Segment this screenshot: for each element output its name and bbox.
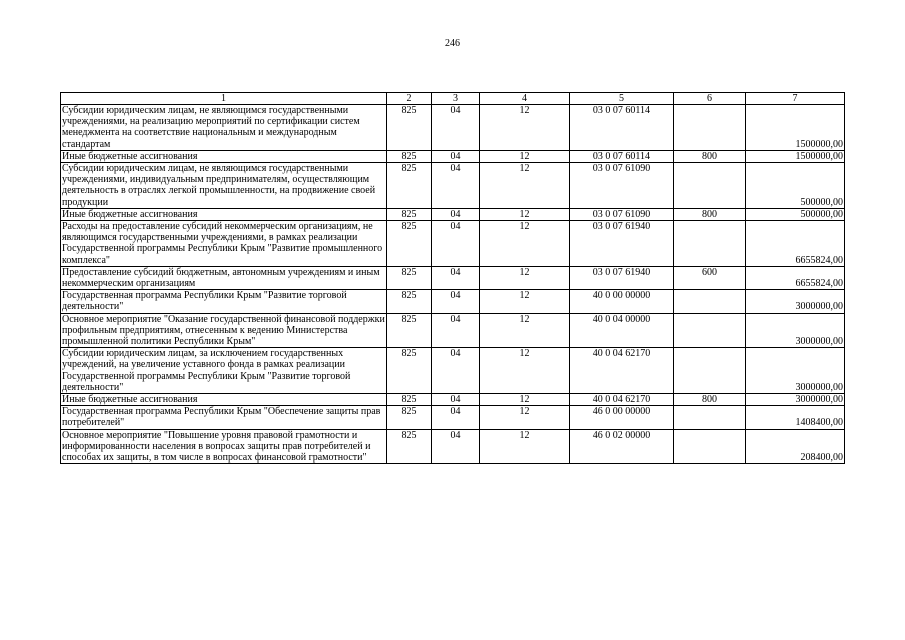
row-col-5: 03 0 07 61090 (570, 163, 674, 209)
row-col-5: 03 0 07 61940 (570, 266, 674, 289)
row-col-3: 04 (432, 208, 480, 220)
row-description: Иные бюджетные ассигнования (61, 394, 387, 406)
row-col-4: 12 (480, 429, 570, 464)
row-col-4: 12 (480, 290, 570, 313)
header-cell: 6 (674, 93, 746, 105)
row-amount: 1500000,00 (746, 150, 845, 162)
row-col-3: 04 (432, 221, 480, 267)
row-amount: 6655824,00 (746, 266, 845, 289)
row-col-2: 825 (387, 163, 432, 209)
page-number: 246 (445, 38, 460, 49)
row-col-6 (674, 163, 746, 209)
row-col-5: 03 0 07 61940 (570, 221, 674, 267)
row-col-2: 825 (387, 406, 432, 429)
row-amount: 1500000,00 (746, 105, 845, 151)
table-row (61, 290, 845, 313)
row-col-2: 825 (387, 266, 432, 289)
row-col-3: 04 (432, 290, 480, 313)
table-row (61, 208, 845, 220)
row-col-6 (674, 429, 746, 464)
row-col-4: 12 (480, 406, 570, 429)
row-col-6 (674, 406, 746, 429)
table-row (61, 429, 845, 464)
row-col-4: 12 (480, 163, 570, 209)
row-col-6: 800 (674, 394, 746, 406)
table-row (61, 105, 845, 151)
row-col-2: 825 (387, 290, 432, 313)
row-col-5: 40 0 00 00000 (570, 290, 674, 313)
row-description: Основное мероприятие "Повышение уровня правовой грамотности и информированности населения в вопросах защиты прав потребителей и способах их защиты, в том числе в вопросах финансовой грамотности" (61, 429, 387, 464)
row-col-6: 800 (674, 208, 746, 220)
row-col-4: 12 (480, 394, 570, 406)
row-col-2: 825 (387, 313, 432, 348)
header-cell: 2 (387, 93, 432, 105)
row-description: Субсидии юридическим лицам, не являющимся государственными учреждениями, на реализацию мероприятий по сертификации систем менеджмента на соответствие национальным и международным стандартам (61, 105, 387, 151)
row-col-3: 04 (432, 105, 480, 151)
row-amount: 3000000,00 (746, 394, 845, 406)
row-col-2: 825 (387, 394, 432, 406)
table-row (61, 394, 845, 406)
row-col-2: 825 (387, 208, 432, 220)
row-col-3: 04 (432, 150, 480, 162)
header-cell: 7 (746, 93, 845, 105)
header-cell: 1 (61, 93, 387, 105)
row-col-5: 03 0 07 61090 (570, 208, 674, 220)
budget-table (60, 92, 845, 464)
row-col-6: 800 (674, 150, 746, 162)
row-amount: 500000,00 (746, 208, 845, 220)
row-col-5: 46 0 02 00000 (570, 429, 674, 464)
row-col-6: 600 (674, 266, 746, 289)
row-amount: 208400,00 (746, 429, 845, 464)
row-col-6 (674, 290, 746, 313)
row-col-2: 825 (387, 105, 432, 151)
table-header-row (61, 93, 845, 105)
row-col-5: 40 0 04 62170 (570, 394, 674, 406)
row-col-6 (674, 105, 746, 151)
row-col-4: 12 (480, 313, 570, 348)
row-col-4: 12 (480, 150, 570, 162)
table-row (61, 266, 845, 289)
row-col-2: 825 (387, 221, 432, 267)
row-col-4: 12 (480, 221, 570, 267)
row-col-3: 04 (432, 163, 480, 209)
row-col-3: 04 (432, 348, 480, 394)
header-cell: 5 (570, 93, 674, 105)
table-row (61, 406, 845, 429)
row-description: Предоставление субсидий бюджетным, автономным учреждениям и иным некоммерческим организациям (61, 266, 387, 289)
row-col-3: 04 (432, 394, 480, 406)
table-row (61, 163, 845, 209)
row-description: Субсидии юридическим лицам, за исключением государственных учреждений, на увеличение уставного фонда в рамках реализации Государственной программы Республики Крым "Развитие торговой деятельности" (61, 348, 387, 394)
row-description: Иные бюджетные ассигнования (61, 208, 387, 220)
row-col-2: 825 (387, 150, 432, 162)
row-col-4: 12 (480, 208, 570, 220)
row-col-2: 825 (387, 348, 432, 394)
row-col-3: 04 (432, 266, 480, 289)
row-description: Государственная программа Республики Крым "Развитие торговой деятельности" (61, 290, 387, 313)
row-amount: 1408400,00 (746, 406, 845, 429)
row-col-5: 03 0 07 60114 (570, 150, 674, 162)
row-col-3: 04 (432, 406, 480, 429)
header-cell: 4 (480, 93, 570, 105)
row-col-6 (674, 221, 746, 267)
row-col-4: 12 (480, 105, 570, 151)
row-description: Государственная программа Республики Крым "Обеспечение защиты прав потребителей" (61, 406, 387, 429)
header-cell: 3 (432, 93, 480, 105)
row-col-4: 12 (480, 266, 570, 289)
row-description: Иные бюджетные ассигнования (61, 150, 387, 162)
row-col-6 (674, 313, 746, 348)
row-description: Основное мероприятие "Оказание государственной финансовой поддержки профильным предприятиям, отнесенным к ведению Министерства промышленной политики Республики Крым" (62, 313, 385, 348)
row-amount: 3000000,00 (746, 313, 845, 348)
row-description: Расходы на предоставление субсидий некоммерческим организациям, не являющимся государственными учреждениями, в рамках реализации Государственной программы Республики Крым "Развитие промышленного комплекса" (61, 221, 387, 267)
row-col-5: 46 0 00 00000 (570, 406, 674, 429)
row-amount: 3000000,00 (746, 290, 845, 313)
row-amount: 6655824,00 (746, 221, 845, 267)
row-col-5: 03 0 07 60114 (570, 105, 674, 151)
row-col-3: 04 (432, 313, 480, 348)
table-row (61, 348, 845, 394)
row-col-6 (674, 348, 746, 394)
row-col-5: 40 0 04 00000 (570, 313, 674, 348)
row-col-5: 40 0 04 62170 (570, 348, 674, 394)
table-row (61, 221, 845, 267)
table-row (61, 313, 845, 348)
row-col-2: 825 (387, 429, 432, 464)
row-col-4: 12 (480, 348, 570, 394)
table-row (61, 150, 845, 162)
row-description: Субсидии юридическим лицам, не являющимся государственными учреждениями, индивидуальным предпринимателям, осуществляющим деятельность в отраслях легкой промышленности, на продвижение своей продукции (61, 163, 387, 209)
row-amount: 3000000,00 (746, 348, 845, 394)
row-col-3: 04 (432, 429, 480, 464)
row-amount: 500000,00 (746, 163, 845, 209)
